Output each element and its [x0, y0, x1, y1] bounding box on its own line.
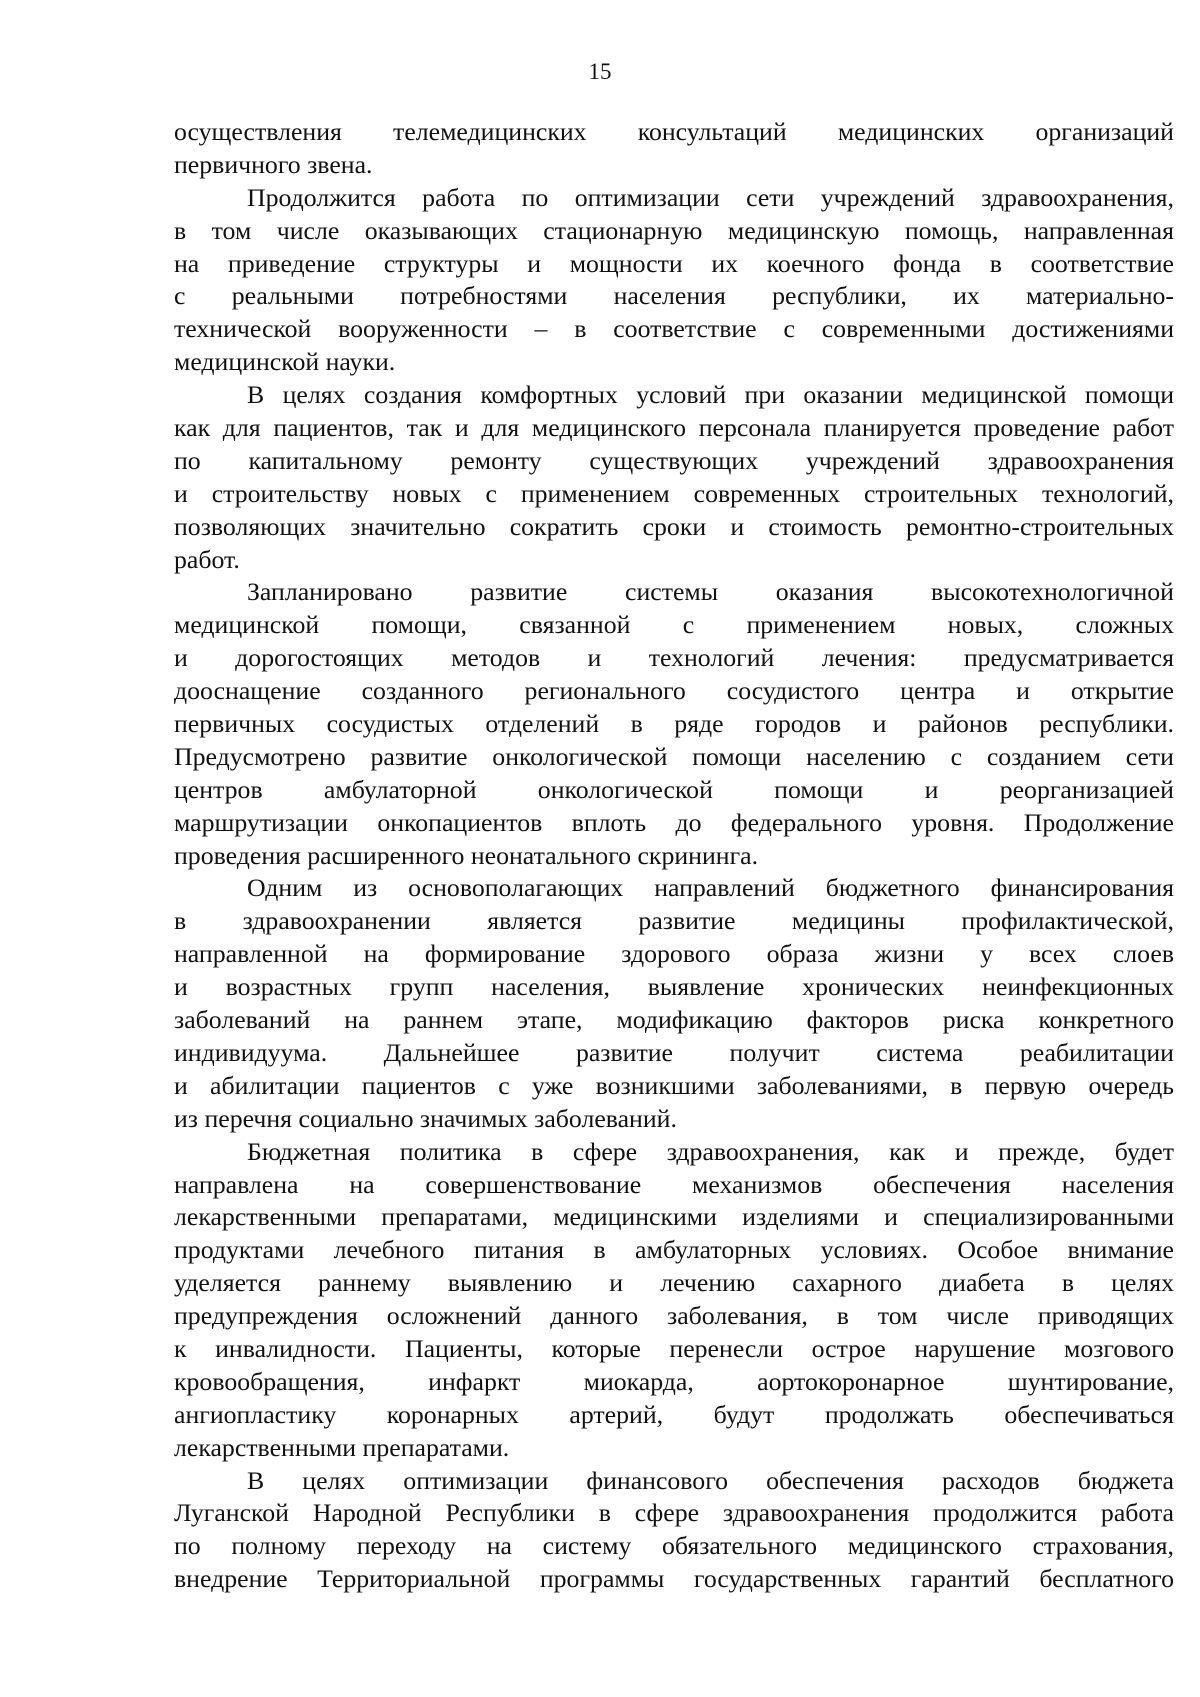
text-line: по капитальному ремонту существующих учреждений здравоохранения	[174, 445, 1174, 475]
text-line: лекарственными препаратами, медицинскими изделиями и специализированными	[174, 1202, 1174, 1232]
text-line: Предусмотрено развитие онкологической помощи населению с созданием сети	[174, 741, 1174, 771]
text-line: ангиопластику коронарных артерий, будут продолжать обеспечиваться	[174, 1399, 1174, 1429]
text-line: центров амбулаторной онкологической помощи и реорганизацией	[174, 774, 1174, 804]
text-line: лекарственными препаратами.	[174, 1432, 510, 1462]
text-line: и дорогостоящих методов и технологий лечения: предусматривается	[174, 643, 1174, 673]
text-line: Запланировано развитие системы оказания высокотехнологичной	[247, 577, 1174, 607]
text-line: в здравоохранении является развитие медицины профилактической,	[174, 906, 1174, 936]
text-line: В целях оптимизации финансового обеспечения расходов бюджета	[247, 1465, 1174, 1495]
text-line: заболеваний на раннем этапе, модификацию факторов риска конкретного	[174, 1005, 1174, 1035]
text-line: осуществления телемедицинских консультаций медицинских организаций	[174, 117, 1174, 146]
text-line: позволяющих значительно сократить сроки и стоимость ремонтно-строительных	[174, 511, 1174, 541]
text-line: В целях создания комфортных условий при оказании медицинской помощи	[247, 380, 1174, 410]
text-line: на приведение структуры и мощности их коечного фонда в соответствие	[174, 248, 1174, 278]
text-line: с реальными потребностями населения республики, их материально-	[174, 281, 1174, 311]
text-line: и возрастных групп населения, выявление хронических неинфекционных	[174, 972, 1174, 1002]
text-line: индивидуума. Дальнейшее развитие получит система реабилитации	[174, 1037, 1174, 1067]
text-line: предупреждения осложнений данного заболевания, в том числе приводящих	[174, 1301, 1174, 1331]
text-line: кровообращения, инфаркт миокарда, аортокоронарное шунтирование,	[174, 1366, 1174, 1396]
text-line: по полному переходу на систему обязательного медицинского страхования,	[174, 1531, 1174, 1561]
text-line: медицинской науки.	[174, 347, 396, 377]
text-line: Луганской Народной Республики в сфере здравоохранения продолжится работа	[174, 1498, 1174, 1528]
text-line: проведения расширенного неонатального скрининга.	[174, 840, 759, 870]
text-line: в том числе оказывающих стационарную медицинскую помощь, направленная	[174, 215, 1174, 245]
text-line: дооснащение созданного регионального сосудистого центра и открытие	[174, 676, 1174, 706]
text-line: и абилитации пациентов с уже возникшими заболеваниями, в первую очередь	[174, 1070, 1174, 1100]
text-line: продуктами лечебного питания в амбулаторных условиях. Особое внимание	[174, 1235, 1174, 1265]
text-line: внедрение Территориальной программы государственных гарантий бесплатного	[174, 1564, 1174, 1594]
text-line: и строительству новых с применением современных строительных технологий,	[174, 478, 1174, 508]
text-line: Одним из основополагающих направлений бюджетного финансирования	[247, 873, 1174, 903]
text-line: работ.	[174, 544, 240, 574]
text-line: первичных сосудистых отделений в ряде городов и районов республики.	[174, 709, 1174, 739]
document-body-text	[174, 116, 1174, 1596]
text-line: Бюджетная политика в сфере здравоохранения, как и прежде, будет	[247, 1136, 1174, 1166]
text-line: первичного звена.	[174, 149, 373, 179]
text-line: к инвалидности. Пациенты, которые перенесли острое нарушение мозгового	[174, 1333, 1174, 1363]
text-line: как для пациентов, так и для медицинского персонала планируется проведение работ	[174, 413, 1174, 443]
text-line: медицинской помощи, связанной с применением новых, сложных	[174, 610, 1174, 640]
text-line: уделяется раннему выявлению и лечению сахарного диабета в целях	[174, 1268, 1174, 1298]
page-number: 15	[588, 59, 612, 84]
text-line: из перечня социально значимых заболеваний.	[174, 1103, 677, 1133]
text-line: технической вооруженности – в соответствие с современными достижениями	[174, 314, 1174, 344]
text-line: направлена на совершенствование механизмов обеспечения населения	[174, 1169, 1174, 1199]
text-line: маршрутизации онкопациентов вплоть до федерального уровня. Продолжение	[174, 807, 1174, 837]
text-line: направленной на формирование здорового образа жизни у всех слоев	[174, 939, 1174, 969]
text-line: Продолжится работа по оптимизации сети учреждений здравоохранения,	[247, 182, 1174, 212]
